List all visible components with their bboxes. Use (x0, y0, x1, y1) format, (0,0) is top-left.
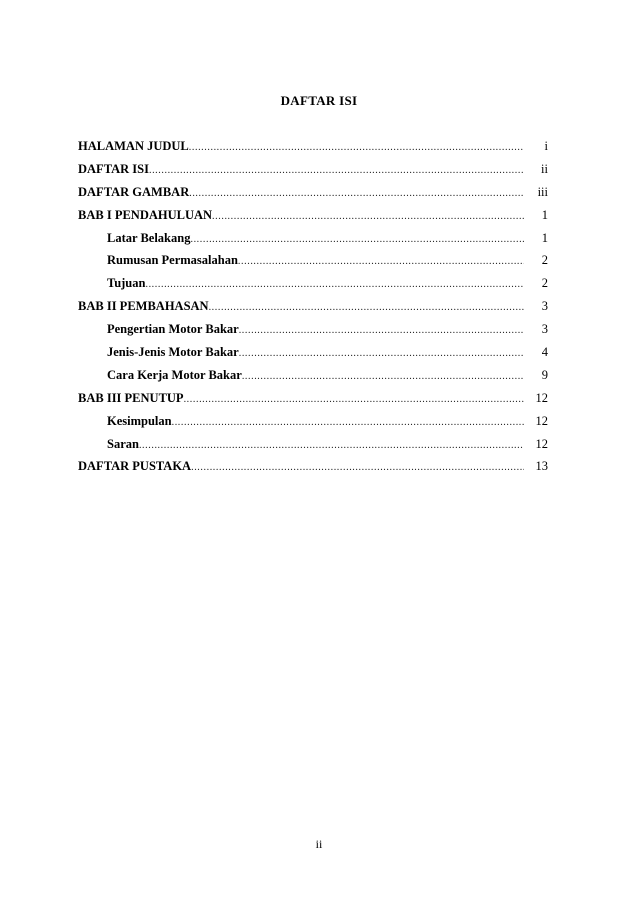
toc-entry-page: 12 (535, 436, 548, 451)
toc-entry (78, 299, 548, 322)
toc-entry-page: 4 (541, 345, 548, 360)
toc-entry-page: 3 (541, 299, 548, 314)
toc-entry-label: Rumusan Permasalahan (107, 253, 238, 268)
toc-entry (78, 162, 548, 185)
toc-entry-label: BAB I PENDAHULUAN (78, 207, 213, 222)
toc-entry-label: DAFTAR PUSTAKA (78, 459, 192, 474)
toc-entry-label: Saran (107, 436, 139, 451)
toc-entry (78, 139, 548, 162)
table-of-contents (78, 139, 548, 482)
toc-entry (78, 208, 548, 231)
toc-dot-leader (145, 279, 524, 290)
toc-dot-leader (149, 165, 524, 176)
toc-entry-label: DAFTAR ISI (78, 161, 149, 176)
toc-entry (78, 437, 548, 460)
toc-entry-label: DAFTAR GAMBAR (78, 184, 190, 199)
toc-entry-page: 9 (541, 367, 548, 382)
toc-entry-label: BAB II PEMBAHASAN (78, 299, 209, 314)
toc-entry-label: Cara Kerja Motor Bakar (107, 367, 242, 382)
toc-entry-page: ii (541, 161, 548, 176)
toc-dot-leader (189, 142, 524, 153)
toc-entry-label: Pengertian Motor Bakar (107, 322, 239, 337)
toc-dot-leader (172, 417, 524, 428)
toc-entry (78, 253, 548, 276)
toc-entry-page: 1 (541, 207, 548, 222)
toc-entry-page: i (544, 139, 548, 153)
page-title: DAFTAR ISI (280, 93, 358, 108)
toc-entry-page: 2 (541, 253, 548, 268)
toc-entry (78, 276, 548, 299)
page-number: ii (315, 837, 323, 851)
toc-dot-leader (189, 188, 524, 199)
toc-dot-leader (184, 394, 524, 405)
toc-dot-leader (209, 302, 524, 313)
toc-entry-page: 1 (541, 230, 548, 245)
toc-entry-page: 13 (535, 459, 548, 474)
toc-entry (78, 414, 548, 437)
toc-dot-leader (238, 256, 524, 267)
toc-dot-leader (139, 440, 524, 451)
toc-entry-label: Jenis-Jenis Motor Bakar (107, 345, 239, 360)
toc-entry-page: 2 (541, 276, 548, 291)
toc-entry (78, 345, 548, 368)
toc-entry-label: Kesimpulan (107, 413, 172, 428)
toc-dot-leader (190, 234, 524, 245)
toc-entry-page: 12 (535, 413, 548, 428)
toc-entry-label: Latar Belakang (107, 230, 191, 245)
toc-entry-label: BAB III PENUTUP (78, 390, 184, 405)
toc-entry-page: 3 (541, 322, 548, 337)
toc-entry-label: Tujuan (107, 276, 146, 291)
toc-entry (78, 231, 548, 254)
toc-entry (78, 185, 548, 208)
toc-entry-label: HALAMAN JUDUL (78, 139, 189, 153)
toc-dot-leader (191, 462, 524, 473)
toc-entry-page: iii (537, 184, 548, 199)
toc-dot-leader (239, 348, 524, 359)
toc-entry (78, 368, 548, 391)
toc-dot-leader (242, 371, 524, 382)
toc-entry (78, 391, 548, 414)
toc-entry (78, 459, 548, 482)
toc-entry (78, 322, 548, 345)
toc-dot-leader (212, 211, 524, 222)
toc-entry-page: 12 (535, 390, 548, 405)
toc-dot-leader (239, 325, 524, 336)
